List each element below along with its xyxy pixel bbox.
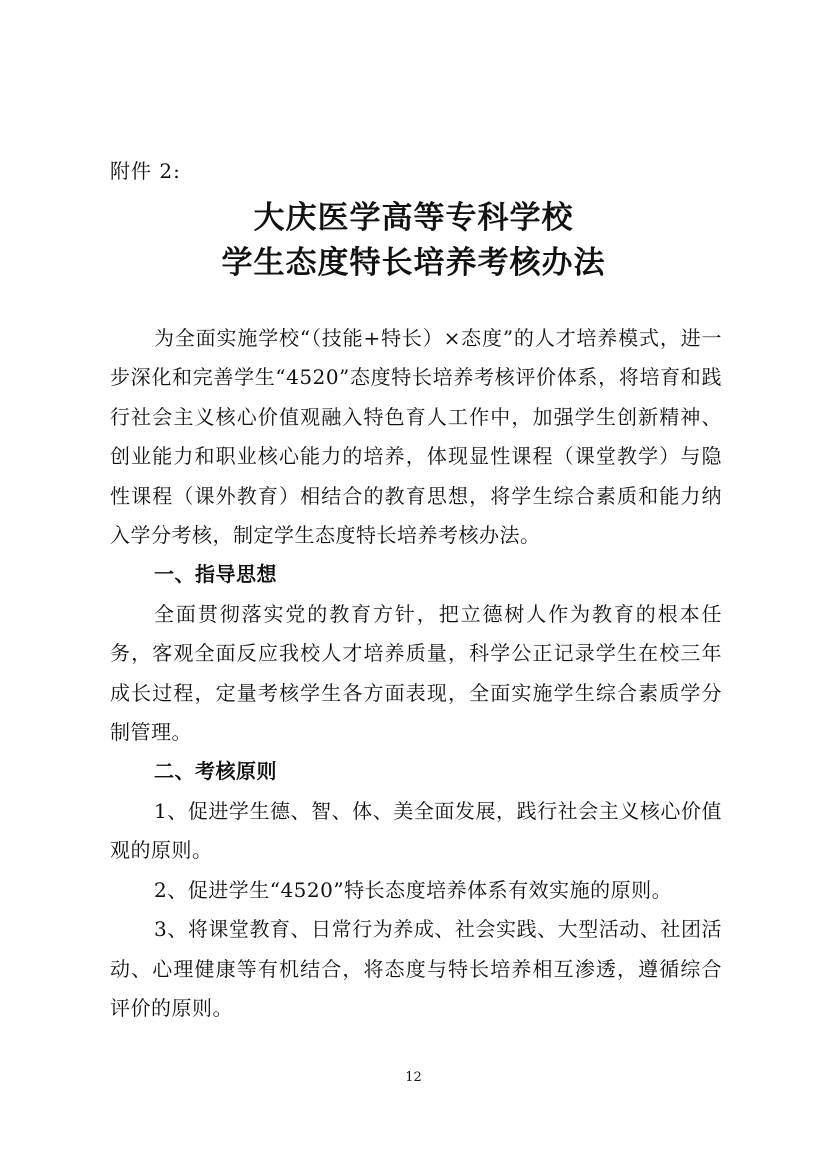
document-body [110, 319, 722, 1028]
document-title-line-1: 大庆医学高等专科学校 [253, 200, 574, 236]
guiding-ideology-paragraph: 全面贯彻落实党的教育方针，把立德树人作为教育的根本任务，客观全面反应我校人才培养质量，科学公正记录学生在校三年成长过程，定量考核学生各方面表现，全面实施学生综合素质学分制管理。 [110, 601, 722, 745]
section-heading-guiding-ideology: 一、指导思想 [154, 562, 277, 587]
principle-item-2: 2、促进学生“4520”特长态度培养体系有效实施的原则。 [154, 877, 673, 902]
page-number: 12 [405, 1070, 422, 1085]
section-heading-assessment-principles: 二、考核原则 [154, 759, 277, 784]
intro-paragraph: 为全面实施学校“（技能+特长）×态度”的人才培养模式，进一步深化和完善学生“4520”态度特长培养考核评价体系，将培育和践行社会主义核心价值观融入特色育人工作中，加强学生创新精神、创业能力和职业核心能力的培养，体现显性课程（课堂教学）与隐性课程（课外教育）相结合的教育思想，将学生综合素质和能力纳入学分考核，制定学生态度特长培养考核办法。 [110, 326, 722, 548]
attachment-label: 附件 2: [110, 159, 181, 183]
principle-item-1: 1、促进学生德、智、体、美全面发展，践行社会主义核心价值观的原则。 [110, 798, 722, 863]
document-title-line-2: 学生态度特长培养考核办法 [221, 245, 606, 281]
principle-item-3: 3、将课堂教育、日常行为养成、社会实践、大型活动、社团活动、心理健康等有机结合，将态度与特长培养相互渗透，遵循综合评价的原则。 [110, 917, 722, 1020]
